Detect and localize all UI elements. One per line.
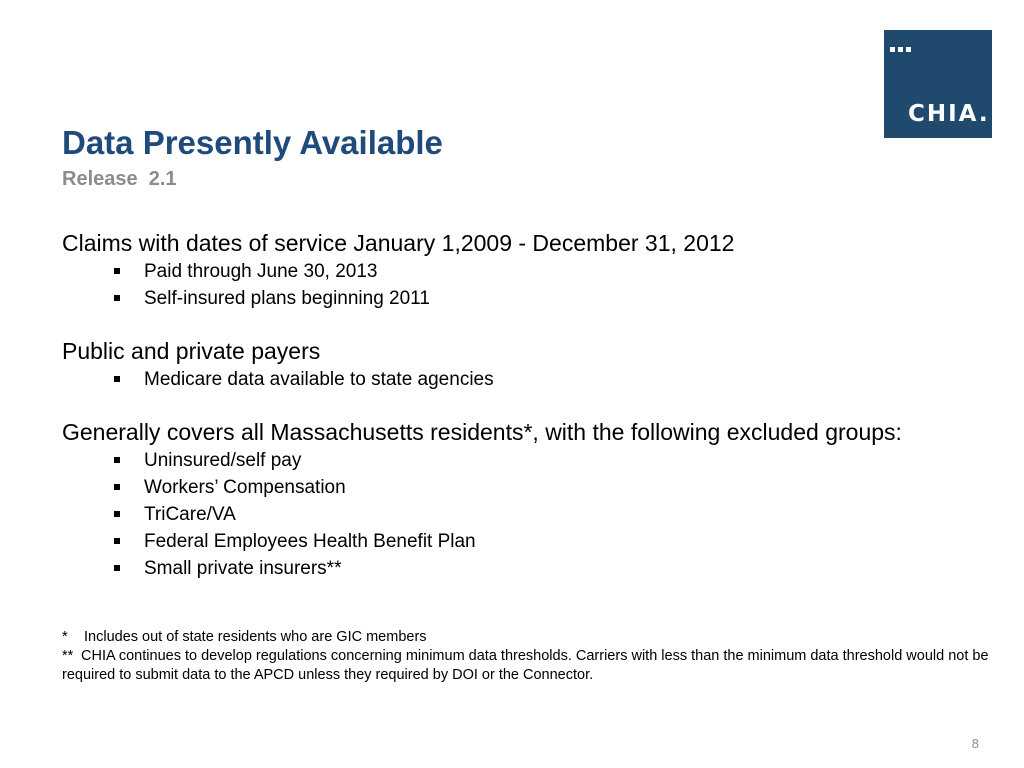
bullet-square-icon <box>114 295 120 301</box>
bullet-list <box>62 366 962 393</box>
list-item: Self-insured plans beginning 2011 <box>114 285 962 312</box>
list-item: Federal Employees Health Benefit Plan <box>114 528 962 555</box>
section-heading: Public and private payers <box>62 338 321 364</box>
list-item: Uninsured/self pay <box>114 447 962 474</box>
section-claims <box>62 229 962 312</box>
bullet-square-icon <box>114 457 120 463</box>
section-payers <box>62 337 962 393</box>
footnotes <box>62 628 992 685</box>
content-body <box>62 229 962 582</box>
footnote <box>62 628 992 647</box>
list-item: Medicare data available to state agencies <box>114 366 962 393</box>
bullet-square-icon <box>114 268 120 274</box>
footnote-text: Includes out of state residents who are GIC members <box>84 629 427 645</box>
bullet-square-icon <box>114 511 120 517</box>
chia-logo <box>884 30 992 138</box>
footnote <box>62 647 992 685</box>
list-item: Paid through June 30, 2013 <box>114 258 962 285</box>
page-subtitle: Release 2.1 <box>62 168 177 190</box>
bullet-square-icon <box>114 376 120 382</box>
bullet-list <box>62 258 962 312</box>
footnote-mark: ** <box>62 648 74 664</box>
bullet-square-icon <box>114 565 120 571</box>
list-item: Workers’ Compensation <box>114 474 962 501</box>
list-item: Small private insurers** <box>114 555 962 582</box>
logo-text: CHIA. <box>908 101 990 127</box>
footnote-text: CHIA continues to develop regulations concerning minimum data thresholds. Carriers with less than the minimum data threshold would not be required to submit data to the APCD unless they required by DOI or the Connector. <box>62 648 989 683</box>
footnote-mark: * <box>62 629 68 645</box>
logo-dots-icon <box>890 39 914 57</box>
bullet-square-icon <box>114 538 120 544</box>
section-heading: Claims with dates of service January 1,2009 - December 31, 2012 <box>62 230 735 256</box>
list-item: TriCare/VA <box>114 501 962 528</box>
section-coverage <box>62 418 962 582</box>
section-heading: Generally covers all Massachusetts residents*, with the following excluded groups: <box>62 419 902 445</box>
page-title: Data Presently Available <box>62 124 443 161</box>
bullet-square-icon <box>114 484 120 490</box>
page-number: 8 <box>971 736 979 751</box>
bullet-list <box>62 447 962 582</box>
